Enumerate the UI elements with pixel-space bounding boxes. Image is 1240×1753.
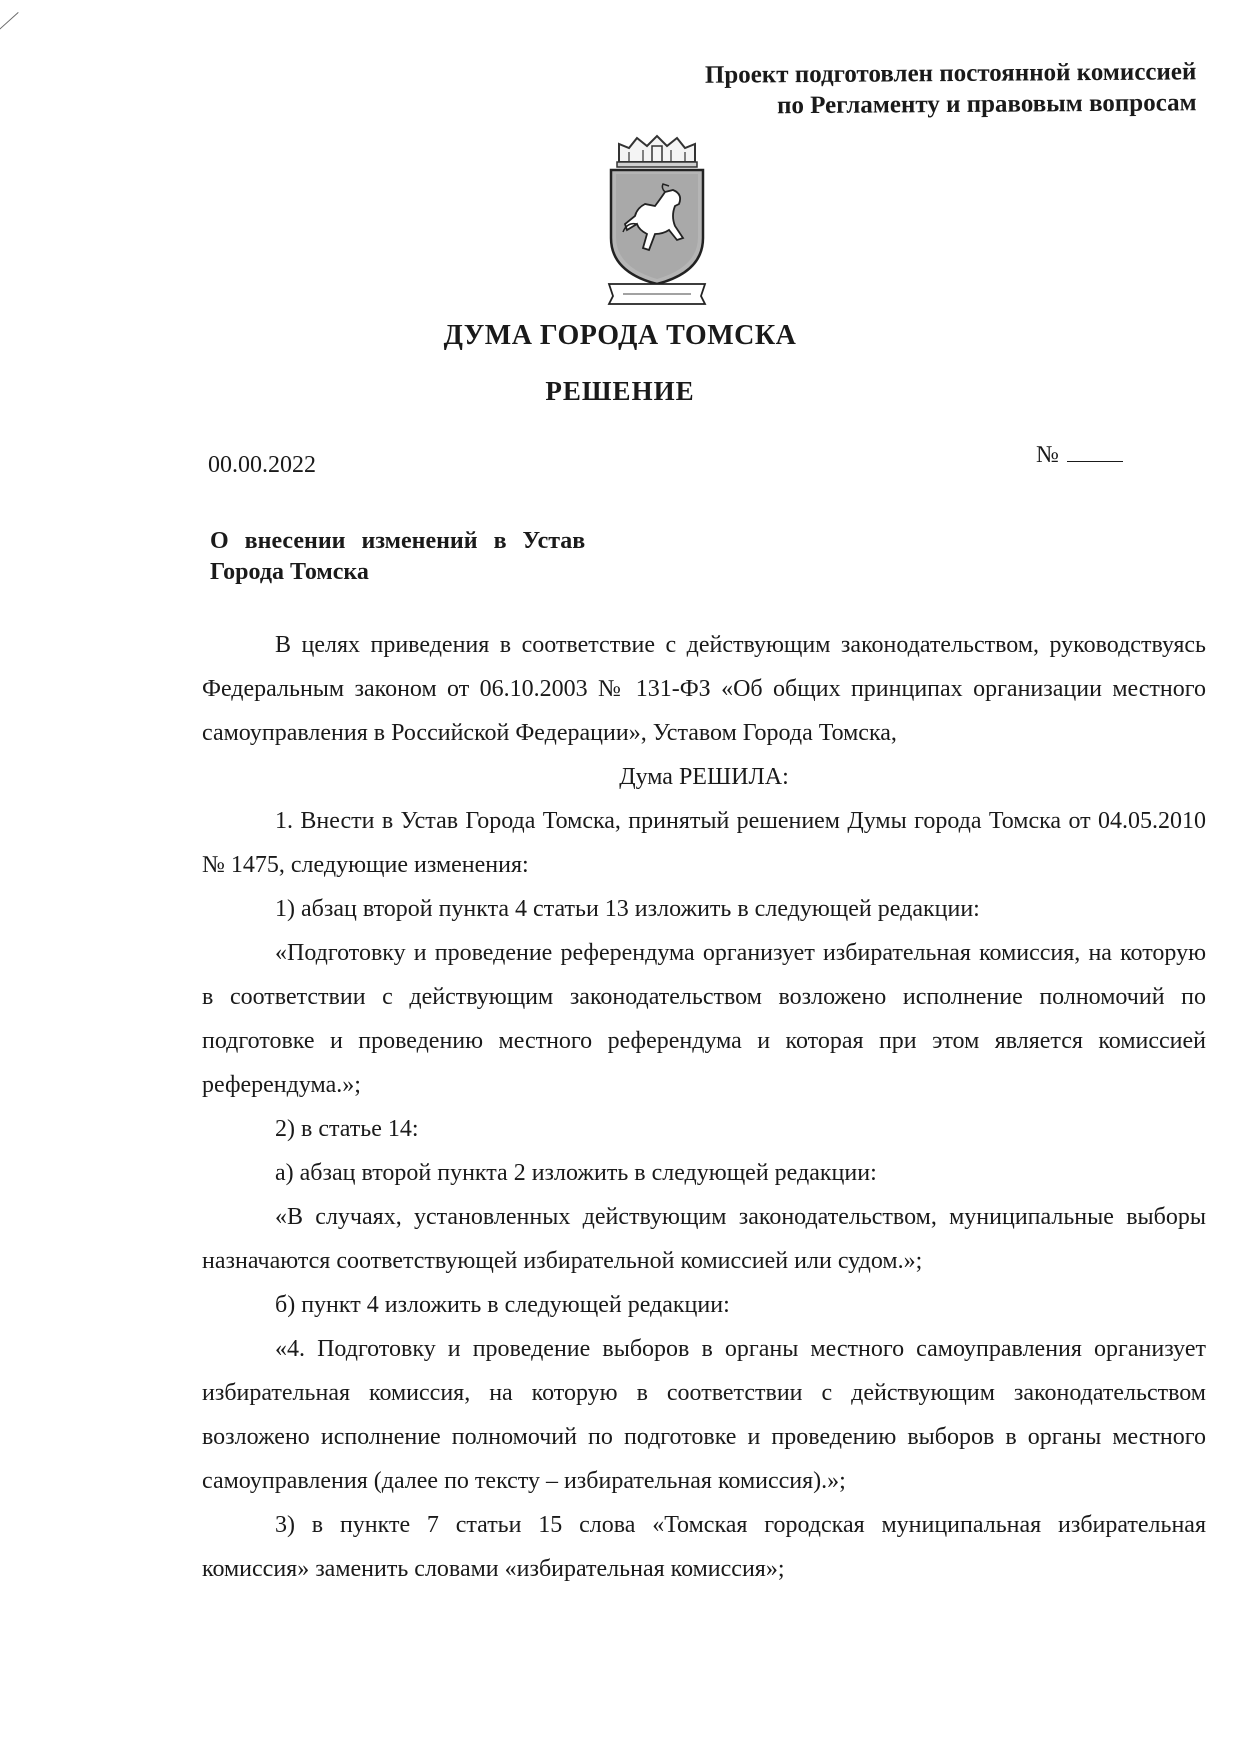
subitem-2-paragraph: 2) в статье 14: [275,1116,419,1142]
prepared-by-note [704,56,1196,121]
resolved-heading: Дума РЕШИЛА: [619,764,789,790]
quote-2-paragraph: «В случаях, установленных действующим законодательством, муниципальные выборы назначаются соответствующей избирательной комиссией или судом.»; [202,1204,1206,1274]
tomsk-coat-of-arms-icon [603,134,711,308]
subitem-1-paragraph: 1) абзац второй пункта 4 статьи 13 изложить в следующей редакции: [275,896,980,922]
subitem-2a-paragraph: а) абзац второй пункта 2 изложить в следующей редакции: [275,1160,877,1186]
document-type-title: РЕШЕНИЕ [545,376,695,406]
scan-artifact-line [0,12,19,88]
council-name: ДУМА ГОРОДА ТОМСКА [443,320,797,351]
subject-line-1: О внесении изменений в Устав [210,528,586,554]
decision-number [1036,442,1123,469]
subitem-2b-paragraph: б) пункт 4 изложить в следующей редакции: [275,1292,730,1318]
prepared-line-2: по Регламенту и правовым вопросам [776,89,1197,120]
subitem-3-paragraph: 3) в пункте 7 статьи 15 слова «Томская городская муниципальная избирательная комиссия» заменить словами «избирательная комиссия»; [202,1512,1206,1582]
quote-1-paragraph: «Подготовку и проведение референдума организует избирательная комиссия, на которую в соответствии с действующим законодательством возложено исполнение полномочий по подготовке и проведению местного референдума и которая при этом является комиссией референдума.»; [202,940,1206,1098]
prepared-line-1: Проект подготовлен постоянной комиссией [704,58,1196,89]
subject-line-2: Города Томска [210,559,369,585]
number-blank-line [1067,443,1123,462]
quote-3-paragraph: «4. Подготовку и проведение выборов в органы местного самоуправления организует избирательная комиссия, на которую в соответствии с действующим законодательством возложено исполнение полномочий по подготовке и проведению выборов в органы местного самоуправления (далее по тексту – избирательная комиссия).»; [202,1336,1206,1494]
number-sign: № [1036,442,1059,468]
decision-date: 00.00.2022 [208,452,316,478]
preamble-paragraph: В целях приведения в соответствие с действующим законодательством, руководствуясь Федеральным законом от 06.10.2003 № 131-ФЗ «Об общих принципах организации местного самоуправления в Российской Федерации», Уставом Города Томска, [202,632,1206,746]
item-1-paragraph: 1. Внести в Устав Города Томска, принятый решением Думы города Томска от 04.05.2010 № 1475, следующие изменения: [202,808,1206,878]
document-body [202,623,1206,1591]
decision-subject [210,526,610,588]
